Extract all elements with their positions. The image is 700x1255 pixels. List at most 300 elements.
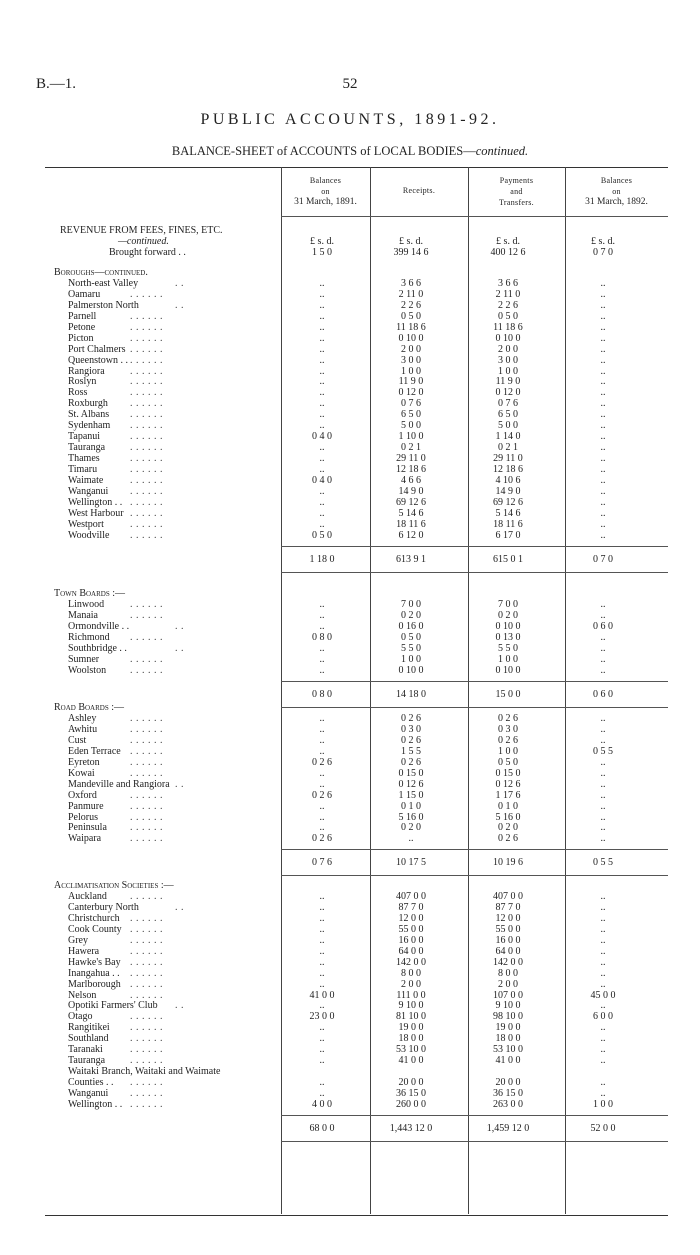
row-label: Pelorus <box>68 812 98 823</box>
amount-cell: 4 0 0 <box>312 1099 332 1110</box>
column-heading-line: 31 March, 1892. <box>585 197 648 207</box>
amount-cell: 0 7 6 <box>498 398 518 409</box>
amount-cell: .. <box>600 643 606 654</box>
table-row <box>0 610 700 621</box>
amount-cell: .. <box>600 366 606 377</box>
table-row <box>0 464 700 475</box>
currency-units: £ s. d. <box>591 236 615 247</box>
amount-cell: 12 18 6 <box>396 464 426 475</box>
column-heading <box>281 175 370 208</box>
amount-cell: .. <box>600 464 606 475</box>
table-row <box>0 779 700 790</box>
total-rule <box>281 546 668 547</box>
section-heading-row <box>0 880 700 891</box>
row-label: St. Albans <box>68 409 110 420</box>
row-label: Waitaki Branch, Waitaki and Waimate <box>68 1066 221 1077</box>
total-row <box>0 689 700 700</box>
amount-cell: 0 2 0 <box>401 822 421 833</box>
row-label: Inangahua . . <box>68 968 120 979</box>
amount-cell: 98 10 0 <box>493 1011 523 1022</box>
amount-cell: 0 5 0 <box>498 757 518 768</box>
row-label: Otago <box>68 1011 93 1022</box>
table-row <box>0 355 700 366</box>
amount-cell: .. <box>600 1022 606 1033</box>
amount-cell: .. <box>319 654 325 665</box>
amount-cell: .. <box>319 665 325 676</box>
amount-cell: .. <box>319 610 325 621</box>
amount-cell: .. <box>600 713 606 724</box>
amount-cell: 0 1 0 <box>498 801 518 812</box>
amount-cell: 0 8 0 <box>312 632 332 643</box>
amount-cell: 36 15 0 <box>493 1088 523 1099</box>
amount-cell: 263 0 0 <box>493 1099 523 1110</box>
amount-cell: 41 0 0 <box>398 1055 424 1066</box>
table-row <box>0 1044 700 1055</box>
amount-cell: .. <box>600 822 606 833</box>
page-number: 52 <box>342 76 358 92</box>
total-cell: 0 5 5 <box>593 857 613 868</box>
amount-cell: .. <box>319 508 325 519</box>
amount-cell: 0 2 1 <box>498 442 518 453</box>
amount-cell: 1 0 0 <box>401 366 421 377</box>
amount-cell: 399 14 6 <box>393 247 429 258</box>
amount-cell: 12 0 0 <box>398 913 424 924</box>
amount-cell: 14 9 0 <box>398 486 424 497</box>
leader-dots: . . . . . . <box>130 935 163 946</box>
amount-cell: .. <box>319 913 325 924</box>
table-row <box>0 621 700 632</box>
row-label: Sydenham <box>68 420 111 431</box>
amount-cell: .. <box>600 902 606 913</box>
total-cell: 1 18 0 <box>309 554 335 565</box>
row-label: Woodville <box>68 530 110 541</box>
table-row <box>0 822 700 833</box>
row-label: Parnell <box>68 311 97 322</box>
amount-cell: .. <box>600 913 606 924</box>
leader-dots: . . . . . . <box>130 409 163 420</box>
amount-cell: .. <box>600 322 606 333</box>
total-cell: 615 0 1 <box>493 554 523 565</box>
amount-cell: 0 5 5 <box>593 746 613 757</box>
row-label: Picton <box>68 333 94 344</box>
amount-cell: 1 0 0 <box>401 654 421 665</box>
leader-dots: . . . . . . <box>130 1033 163 1044</box>
amount-cell: 142 0 0 <box>493 957 523 968</box>
leader-dots: . . . . . . <box>130 333 163 344</box>
total-cell: 1,459 12 0 <box>486 1123 530 1134</box>
amount-cell: .. <box>319 724 325 735</box>
amount-cell: .. <box>319 946 325 957</box>
amount-cell: 8 0 0 <box>498 968 518 979</box>
leader-dots: . . . . . . <box>130 355 163 366</box>
table-row <box>0 935 700 946</box>
amount-cell: .. <box>319 1055 325 1066</box>
table-row <box>0 1022 700 1033</box>
row-label: Tapanui <box>68 431 101 442</box>
table-row <box>0 387 700 398</box>
amount-cell: 4 6 6 <box>401 475 421 486</box>
table-row <box>0 643 700 654</box>
amount-cell: 0 6 0 <box>593 621 613 632</box>
leader-dots: . . . . . . <box>130 632 163 643</box>
amount-cell: 11 18 6 <box>396 322 426 333</box>
amount-cell: .. <box>319 979 325 990</box>
amount-cell: 45 0 0 <box>590 990 616 1001</box>
amount-cell: 8 0 0 <box>401 968 421 979</box>
amount-cell: .. <box>600 779 606 790</box>
leader-dots: . . . . . . <box>130 311 163 322</box>
amount-cell: .. <box>600 801 606 812</box>
amount-cell: .. <box>600 1000 606 1011</box>
amount-cell: 69 12 6 <box>396 497 426 508</box>
amount-cell: .. <box>600 1055 606 1066</box>
section-heading-row <box>0 267 700 278</box>
amount-cell: 87 7 0 <box>495 902 521 913</box>
total-row <box>0 1123 700 1134</box>
table-row <box>0 1066 700 1077</box>
amount-cell: .. <box>600 724 606 735</box>
amount-cell: .. <box>319 801 325 812</box>
row-label: Woolston <box>68 665 107 676</box>
amount-cell: 2 11 0 <box>495 289 521 300</box>
leader-dots: . . . . . . <box>130 420 163 431</box>
leader-dots: . . . . . . <box>130 387 163 398</box>
total-rule <box>281 1141 668 1142</box>
leader-dots: . . . . . . <box>130 519 163 530</box>
column-heading-line: on <box>321 187 330 196</box>
amount-cell: 1 17 6 <box>495 790 521 801</box>
amount-cell: .. <box>600 442 606 453</box>
amount-cell: .. <box>319 1022 325 1033</box>
amount-cell: 5 0 0 <box>401 420 421 431</box>
amount-cell: 2 0 0 <box>498 979 518 990</box>
row-label: West Harbour <box>68 508 124 519</box>
document-reference: B.—1. <box>36 76 77 92</box>
row-label: North-east Valley <box>68 278 139 289</box>
amount-cell: .. <box>319 1044 325 1055</box>
leader-dots: . . <box>175 300 184 311</box>
amount-cell: 1 10 0 <box>398 431 424 442</box>
amount-cell: 41 0 0 <box>309 990 335 1001</box>
amount-cell: 1 0 0 <box>593 1099 613 1110</box>
table-row <box>0 486 700 497</box>
continued-label: —continued. <box>118 236 169 247</box>
amount-cell: .. <box>600 935 606 946</box>
column-heading <box>370 185 468 196</box>
leader-dots: . . . . . . <box>130 1011 163 1022</box>
table-row <box>0 1011 700 1022</box>
amount-cell: .. <box>319 968 325 979</box>
leader-dots: . . . . . . <box>130 322 163 333</box>
amount-cell: .. <box>319 453 325 464</box>
table-row <box>0 724 700 735</box>
table-row <box>0 746 700 757</box>
amount-cell: .. <box>600 475 606 486</box>
amount-cell: 5 14 6 <box>398 508 424 519</box>
amount-cell: 0 2 6 <box>312 833 332 844</box>
row-label: Rangiora <box>68 366 105 377</box>
amount-cell: .. <box>600 497 606 508</box>
row-label: Hawera <box>68 946 100 957</box>
amount-cell: .. <box>600 289 606 300</box>
row-label: Nelson <box>68 990 97 1001</box>
amount-cell: .. <box>600 387 606 398</box>
amount-cell: 18 11 6 <box>493 519 523 530</box>
amount-cell: 36 15 0 <box>396 1088 426 1099</box>
amount-cell: 20 0 0 <box>398 1077 424 1088</box>
amount-cell: 0 10 0 <box>495 621 521 632</box>
amount-cell: 0 15 0 <box>398 768 424 779</box>
amount-cell: 111 0 0 <box>396 990 426 1001</box>
total-rule <box>281 681 668 682</box>
amount-cell: .. <box>600 979 606 990</box>
amount-cell: 0 12 0 <box>495 387 521 398</box>
table-row <box>0 278 700 289</box>
total-cell: 0 7 6 <box>312 857 332 868</box>
table-row <box>0 398 700 409</box>
amount-cell: .. <box>319 891 325 902</box>
amount-cell: .. <box>319 902 325 913</box>
amount-cell: 41 0 0 <box>495 1055 521 1066</box>
total-cell: 613 9 1 <box>396 554 426 565</box>
amount-cell: 53 10 0 <box>396 1044 426 1055</box>
column-heading-line: on <box>612 187 621 196</box>
currency-units: £ s. d. <box>399 236 423 247</box>
row-label: Eden Terrace <box>68 746 121 757</box>
amount-cell: .. <box>319 387 325 398</box>
table-row <box>0 453 700 464</box>
leader-dots: . . . . . . <box>130 957 163 968</box>
leader-dots: . . . . . . <box>130 790 163 801</box>
leader-dots: . . <box>175 643 184 654</box>
amount-cell: .. <box>319 1033 325 1044</box>
amount-cell: 5 16 0 <box>495 812 521 823</box>
table-row <box>0 768 700 779</box>
leader-dots: . . . . . . <box>130 1077 163 1088</box>
amount-cell: 0 2 6 <box>401 735 421 746</box>
leader-dots: . . . . . . <box>130 946 163 957</box>
leader-dots: . . . . . . <box>130 913 163 924</box>
amount-cell: .. <box>319 355 325 366</box>
amount-cell: .. <box>319 322 325 333</box>
amount-cell: .. <box>319 398 325 409</box>
column-heading <box>565 175 668 208</box>
table-row <box>0 530 700 541</box>
amount-cell: .. <box>600 409 606 420</box>
amount-cell: 55 0 0 <box>495 924 521 935</box>
leader-dots: . . . . . . <box>130 442 163 453</box>
column-heading-line: Balances <box>600 176 633 185</box>
table-row <box>0 322 700 333</box>
amount-cell: 14 9 0 <box>495 486 521 497</box>
amount-cell: 9 10 0 <box>398 1000 424 1011</box>
table-row <box>0 1099 700 1110</box>
leader-dots: . . . . . . <box>130 924 163 935</box>
amount-cell: 0 4 0 <box>312 475 332 486</box>
table-row <box>0 497 700 508</box>
amount-cell: .. <box>600 946 606 957</box>
amount-cell: .. <box>600 431 606 442</box>
row-label: Petone <box>68 322 96 333</box>
table-row <box>0 431 700 442</box>
leader-dots: . . . . . . <box>130 431 163 442</box>
section-heading-row <box>0 702 700 713</box>
amount-cell: 0 7 6 <box>401 398 421 409</box>
total-cell: 0 6 0 <box>593 689 613 700</box>
row-label: Ormondville . . <box>68 621 130 632</box>
page-title: PUBLIC ACCOUNTS, 1891-92. <box>200 111 500 128</box>
table-row <box>0 508 700 519</box>
amount-cell: 0 3 0 <box>498 724 518 735</box>
leader-dots: . . . . . . <box>130 1088 163 1099</box>
amount-cell: .. <box>600 344 606 355</box>
amount-cell: 87 7 0 <box>398 902 424 913</box>
amount-cell: .. <box>319 643 325 654</box>
leader-dots: . . <box>175 621 184 632</box>
row-label: Panmure <box>68 801 104 812</box>
amount-cell: 69 12 6 <box>493 497 523 508</box>
amount-cell: 0 2 6 <box>498 735 518 746</box>
leader-dots: . . . . . . <box>130 735 163 746</box>
amount-cell: 64 0 0 <box>398 946 424 957</box>
amount-cell: 2 0 0 <box>401 979 421 990</box>
total-rule <box>281 1115 668 1116</box>
leader-dots: . . . . . . <box>130 713 163 724</box>
total-rule <box>281 572 668 573</box>
leader-dots: . . . . . . <box>130 486 163 497</box>
column-heading-line: and <box>510 187 523 196</box>
amount-cell: 18 11 6 <box>396 519 426 530</box>
column-heading-line: Transfers. <box>499 198 534 207</box>
leader-dots: . . . . . . <box>130 654 163 665</box>
amount-cell: 29 11 0 <box>493 453 523 464</box>
row-label: Grey <box>68 935 88 946</box>
amount-cell: .. <box>600 398 606 409</box>
table-row <box>0 801 700 812</box>
amount-cell: 6 5 0 <box>401 409 421 420</box>
amount-cell: .. <box>600 812 606 823</box>
table-row <box>0 913 700 924</box>
table-row <box>0 376 700 387</box>
leader-dots: . . <box>175 902 184 913</box>
amount-cell: .. <box>319 957 325 968</box>
table-row <box>0 311 700 322</box>
amount-cell: 0 16 0 <box>398 621 424 632</box>
amount-cell: 3 6 6 <box>401 278 421 289</box>
total-cell: 52 0 0 <box>590 1123 616 1134</box>
leader-dots: . . . . . . <box>130 398 163 409</box>
amount-cell: .. <box>319 311 325 322</box>
amount-cell: .. <box>600 311 606 322</box>
amount-cell: .. <box>600 790 606 801</box>
amount-cell: 18 0 0 <box>495 1033 521 1044</box>
amount-cell: .. <box>600 278 606 289</box>
amount-cell: 0 2 6 <box>498 833 518 844</box>
amount-cell: 0 2 6 <box>312 790 332 801</box>
amount-cell: .. <box>319 300 325 311</box>
amount-cell: 0 12 6 <box>398 779 424 790</box>
amount-cell: 5 0 0 <box>498 420 518 431</box>
amount-cell: 1 0 0 <box>498 366 518 377</box>
table-row <box>0 957 700 968</box>
amount-cell: .. <box>319 376 325 387</box>
column-heading-line: Receipts. <box>402 186 436 195</box>
row-label: Cook County <box>68 924 122 935</box>
row-label: Roslyn <box>68 376 97 387</box>
column-heading-line: Balances <box>309 176 342 185</box>
table-row <box>0 968 700 979</box>
row-label: Timaru <box>68 464 98 475</box>
amount-cell: 107 0 0 <box>493 990 523 1001</box>
amount-cell: .. <box>600 610 606 621</box>
amount-cell: .. <box>600 1077 606 1088</box>
row-label: Wanganui <box>68 1088 109 1099</box>
table-row <box>0 632 700 643</box>
amount-cell: 12 18 6 <box>493 464 523 475</box>
amount-cell: .. <box>319 289 325 300</box>
amount-cell: .. <box>319 278 325 289</box>
amount-cell: 19 0 0 <box>398 1022 424 1033</box>
section-heading: Acclimatisation Societies :— <box>54 880 174 891</box>
table-row <box>0 665 700 676</box>
amount-cell: 11 9 0 <box>398 376 424 387</box>
amount-cell: 0 5 0 <box>401 311 421 322</box>
row-label: Queenstown . . <box>68 355 128 366</box>
amount-cell: 18 0 0 <box>398 1033 424 1044</box>
leader-dots: . . . . . . <box>130 833 163 844</box>
leader-dots: . . . . . . <box>130 610 163 621</box>
amount-cell: .. <box>319 486 325 497</box>
leader-dots: . . <box>175 278 184 289</box>
amount-cell: .. <box>319 333 325 344</box>
row-label: Sumner <box>68 654 100 665</box>
amount-cell: .. <box>600 519 606 530</box>
amount-cell: 0 3 0 <box>401 724 421 735</box>
row-label: Thames <box>68 453 100 464</box>
amount-cell: 0 5 0 <box>312 530 332 541</box>
amount-cell: .. <box>319 935 325 946</box>
amount-cell: .. <box>600 453 606 464</box>
table-row <box>0 833 700 844</box>
leader-dots: . . . . . . <box>130 289 163 300</box>
amount-cell: .. <box>319 822 325 833</box>
leader-dots: . . . . . . <box>130 1099 163 1110</box>
amount-cell: .. <box>319 768 325 779</box>
amount-cell: .. <box>319 420 325 431</box>
amount-cell: .. <box>600 957 606 968</box>
total-cell: 0 7 0 <box>593 554 613 565</box>
brought-forward-label: Brought forward . . <box>109 247 186 258</box>
amount-cell: .. <box>319 1077 325 1088</box>
amount-cell: 16 0 0 <box>398 935 424 946</box>
row-label: Southland <box>68 1033 109 1044</box>
amount-cell: .. <box>319 344 325 355</box>
table-row <box>0 713 700 724</box>
amount-cell: 0 5 0 <box>498 311 518 322</box>
leader-dots: . . . . . . <box>130 665 163 676</box>
amount-cell: .. <box>319 746 325 757</box>
amount-cell: 142 0 0 <box>396 957 426 968</box>
leader-dots: . . . . . . <box>130 530 163 541</box>
total-rule <box>281 849 668 850</box>
amount-cell: .. <box>600 420 606 431</box>
total-cell: 10 19 6 <box>493 857 523 868</box>
leader-dots: . . <box>175 1000 184 1011</box>
total-cell: 10 17 5 <box>396 857 426 868</box>
row-label: Mandeville and Rangiora <box>68 779 170 790</box>
amount-cell: .. <box>600 355 606 366</box>
currency-units: £ s. d. <box>310 236 334 247</box>
